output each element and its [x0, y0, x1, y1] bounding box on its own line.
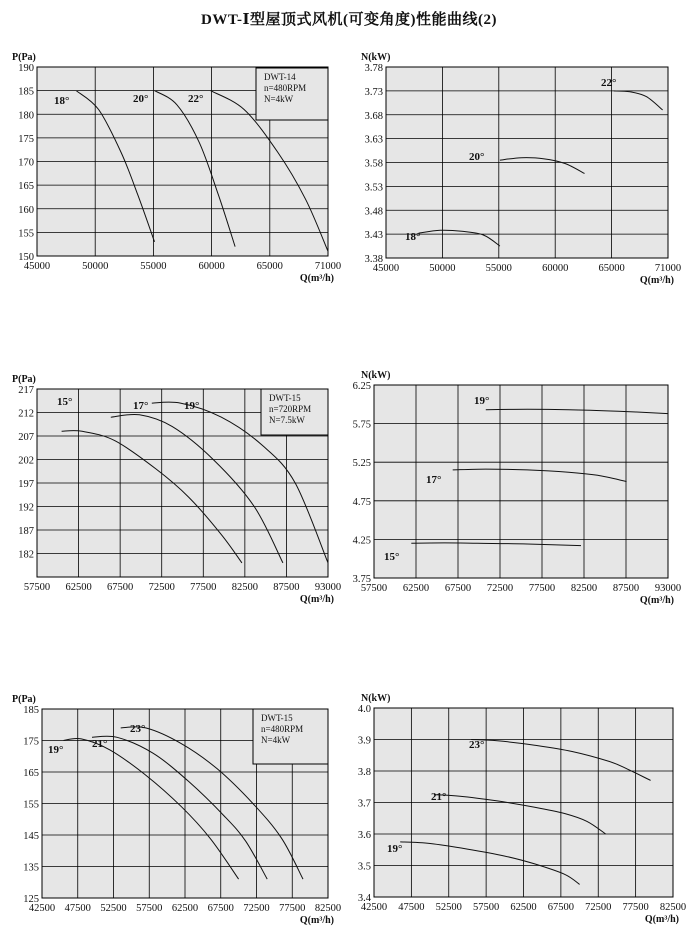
spec-text: n=720RPM	[269, 404, 312, 414]
x-tick-label: 47500	[398, 902, 425, 913]
x-tick-label: 62500	[65, 582, 92, 593]
x-tick-label: 62500	[171, 903, 199, 914]
y-tick-label: 3.7	[357, 798, 371, 810]
y-tick-label: 180	[18, 110, 34, 122]
y-tick-label: 3.38	[364, 254, 383, 265]
y-axis-label: N(kW)	[361, 52, 391, 63]
chart-dwt15-720-pressure	[0, 365, 349, 625]
y-tick-label: 3.48	[364, 206, 383, 218]
series-label: 23°	[469, 739, 485, 751]
spec-text: DWT-14	[264, 72, 296, 82]
y-tick-label: 3.8	[357, 767, 371, 778]
series-label: 15°	[57, 396, 73, 408]
y-tick-label: 160	[18, 204, 34, 216]
x-tick-label: 62500	[402, 583, 430, 594]
x-tick-label: 82500	[570, 583, 598, 594]
x-tick-label: 67500	[444, 583, 472, 594]
spec-text: DWT-15	[261, 713, 293, 723]
y-tick-label: 155	[23, 799, 39, 811]
series-label: 17°	[426, 474, 442, 486]
x-tick-label: 93000	[314, 582, 342, 593]
series-label: 21°	[431, 791, 447, 803]
x-tick-label: 42500	[28, 903, 56, 914]
x-tick-label: 65000	[598, 263, 625, 274]
chart-dwt15-480-pressure	[0, 686, 349, 934]
y-axis-label: P(Pa)	[12, 52, 36, 63]
y-tick-label: 3.6	[357, 830, 371, 841]
y-tick-label: 175	[18, 133, 34, 145]
y-tick-label: 207	[18, 432, 34, 443]
series-label: 19°	[387, 843, 403, 855]
x-tick-label: 82500	[231, 582, 258, 593]
x-tick-label: 82500	[659, 902, 687, 913]
x-tick-label: 57500	[473, 902, 500, 913]
y-tick-label: 150	[18, 252, 34, 263]
y-tick-label: 202	[18, 455, 34, 467]
y-tick-label: 217	[18, 385, 34, 396]
y-tick-label: 3.53	[364, 182, 383, 194]
series-label: 18°	[405, 231, 421, 243]
y-tick-label: 6.25	[352, 381, 371, 392]
y-tick-label: 185	[23, 705, 39, 716]
y-tick-label: 5.75	[352, 419, 371, 431]
y-tick-label: 187	[18, 526, 34, 537]
series-label: 19°	[184, 400, 200, 412]
series-label: 20°	[469, 151, 485, 163]
series-label: 22°	[601, 77, 617, 89]
series-label: 17°	[133, 400, 149, 412]
y-tick-label: 165	[18, 181, 34, 193]
y-tick-label: 165	[23, 768, 39, 779]
y-tick-label: 3.63	[364, 134, 383, 146]
x-axis-label: Q(m³/h)	[639, 275, 674, 286]
series-label: 21°	[92, 738, 108, 750]
series-label: 15°	[384, 551, 400, 563]
y-tick-label: 135	[23, 862, 39, 874]
y-axis-label: P(Pa)	[12, 374, 36, 385]
spec-text: n=480RPM	[261, 724, 304, 734]
x-tick-label: 67500	[107, 582, 134, 593]
y-tick-label: 4.75	[352, 496, 371, 508]
x-tick-label: 52500	[435, 902, 462, 913]
x-tick-label: 60000	[542, 263, 569, 274]
x-tick-label: 77500	[190, 582, 217, 593]
y-tick-label: 3.73	[364, 86, 383, 98]
x-tick-label: 42500	[360, 902, 388, 913]
y-axis-label: N(kW)	[361, 693, 391, 704]
y-tick-label: 212	[18, 408, 34, 420]
x-tick-label: 87500	[273, 582, 300, 593]
x-tick-label: 72500	[585, 902, 612, 913]
x-tick-label: 55000	[485, 263, 512, 274]
chart-dwt15-720-power	[349, 365, 698, 625]
y-tick-label: 4.0	[357, 704, 371, 715]
x-tick-label: 47500	[64, 903, 91, 914]
y-tick-label: 175	[23, 736, 39, 748]
x-tick-label: 87500	[612, 583, 640, 594]
spec-text: n=480RPM	[264, 83, 307, 93]
x-tick-label: 60000	[198, 261, 225, 272]
series-label: 18°	[54, 95, 70, 107]
x-tick-label: 57500	[23, 582, 51, 593]
chart-dwt15-480-power	[349, 686, 698, 934]
x-axis-label: Q(m³/h)	[639, 595, 674, 606]
x-tick-label: 77500	[622, 902, 649, 913]
x-tick-label: 45000	[23, 261, 51, 272]
y-tick-label: 3.43	[364, 230, 383, 242]
x-tick-label: 45000	[372, 263, 400, 274]
x-tick-label: 77500	[528, 583, 556, 594]
x-tick-label: 71000	[654, 263, 682, 274]
y-tick-label: 3.58	[364, 158, 383, 170]
x-tick-label: 67500	[547, 902, 574, 913]
x-tick-label: 65000	[256, 261, 283, 272]
x-tick-label: 62500	[510, 902, 537, 913]
y-tick-label: 125	[23, 894, 39, 905]
x-tick-label: 93000	[654, 583, 682, 594]
x-axis-label: Q(m³/h)	[299, 594, 334, 605]
spec-text: N=7.5kW	[269, 415, 305, 425]
series-label: 23°	[130, 723, 146, 735]
series-label: 19°	[48, 744, 64, 756]
y-tick-label: 3.78	[364, 63, 383, 74]
x-tick-label: 72500	[243, 903, 270, 914]
series-label: 19°	[474, 395, 490, 407]
x-axis-label: Q(m³/h)	[299, 273, 334, 284]
x-tick-label: 71000	[314, 261, 342, 272]
y-tick-label: 3.68	[364, 110, 383, 122]
x-tick-label: 67500	[207, 903, 234, 914]
spec-text: N=4kW	[261, 735, 291, 745]
y-tick-label: 190	[18, 63, 34, 74]
spec-text: N=4kW	[264, 94, 294, 104]
x-tick-label: 72500	[486, 583, 514, 594]
x-tick-label: 82500	[314, 903, 342, 914]
series-label: 20°	[133, 93, 149, 105]
y-tick-label: 3.5	[357, 861, 371, 873]
y-tick-label: 182	[18, 549, 34, 561]
y-tick-label: 3.75	[352, 574, 371, 585]
y-tick-label: 155	[18, 228, 34, 240]
chart-dwt14-pressure	[0, 40, 349, 300]
y-tick-label: 185	[18, 86, 34, 98]
x-tick-label: 57500	[360, 583, 388, 594]
page-title: DWT-Ⅰ型屋顶式风机(可变角度)性能曲线(2)	[201, 12, 497, 28]
x-tick-label: 72500	[148, 582, 175, 593]
x-axis-label: Q(m³/h)	[299, 915, 334, 926]
x-tick-label: 52500	[100, 903, 127, 914]
y-tick-label: 192	[18, 502, 34, 514]
y-tick-label: 5.25	[352, 458, 371, 470]
y-tick-label: 145	[23, 831, 39, 842]
y-tick-label: 4.25	[352, 535, 371, 547]
x-tick-label: 50000	[429, 263, 456, 274]
chart-dwt14-power	[349, 40, 698, 300]
spec-text: DWT-15	[269, 393, 301, 403]
y-tick-label: 3.4	[357, 893, 371, 904]
plot-area	[374, 385, 668, 578]
x-tick-label: 57500	[136, 903, 163, 914]
y-axis-label: P(Pa)	[12, 694, 36, 705]
series-label: 22°	[188, 93, 204, 105]
x-tick-label: 55000	[140, 261, 167, 272]
y-tick-label: 170	[18, 157, 34, 169]
y-axis-label: N(kW)	[361, 370, 391, 381]
y-tick-label: 197	[18, 479, 34, 490]
x-tick-label: 77500	[279, 903, 306, 914]
x-tick-label: 50000	[82, 261, 109, 272]
x-axis-label: Q(m³/h)	[644, 914, 679, 925]
y-tick-label: 3.9	[357, 735, 371, 747]
